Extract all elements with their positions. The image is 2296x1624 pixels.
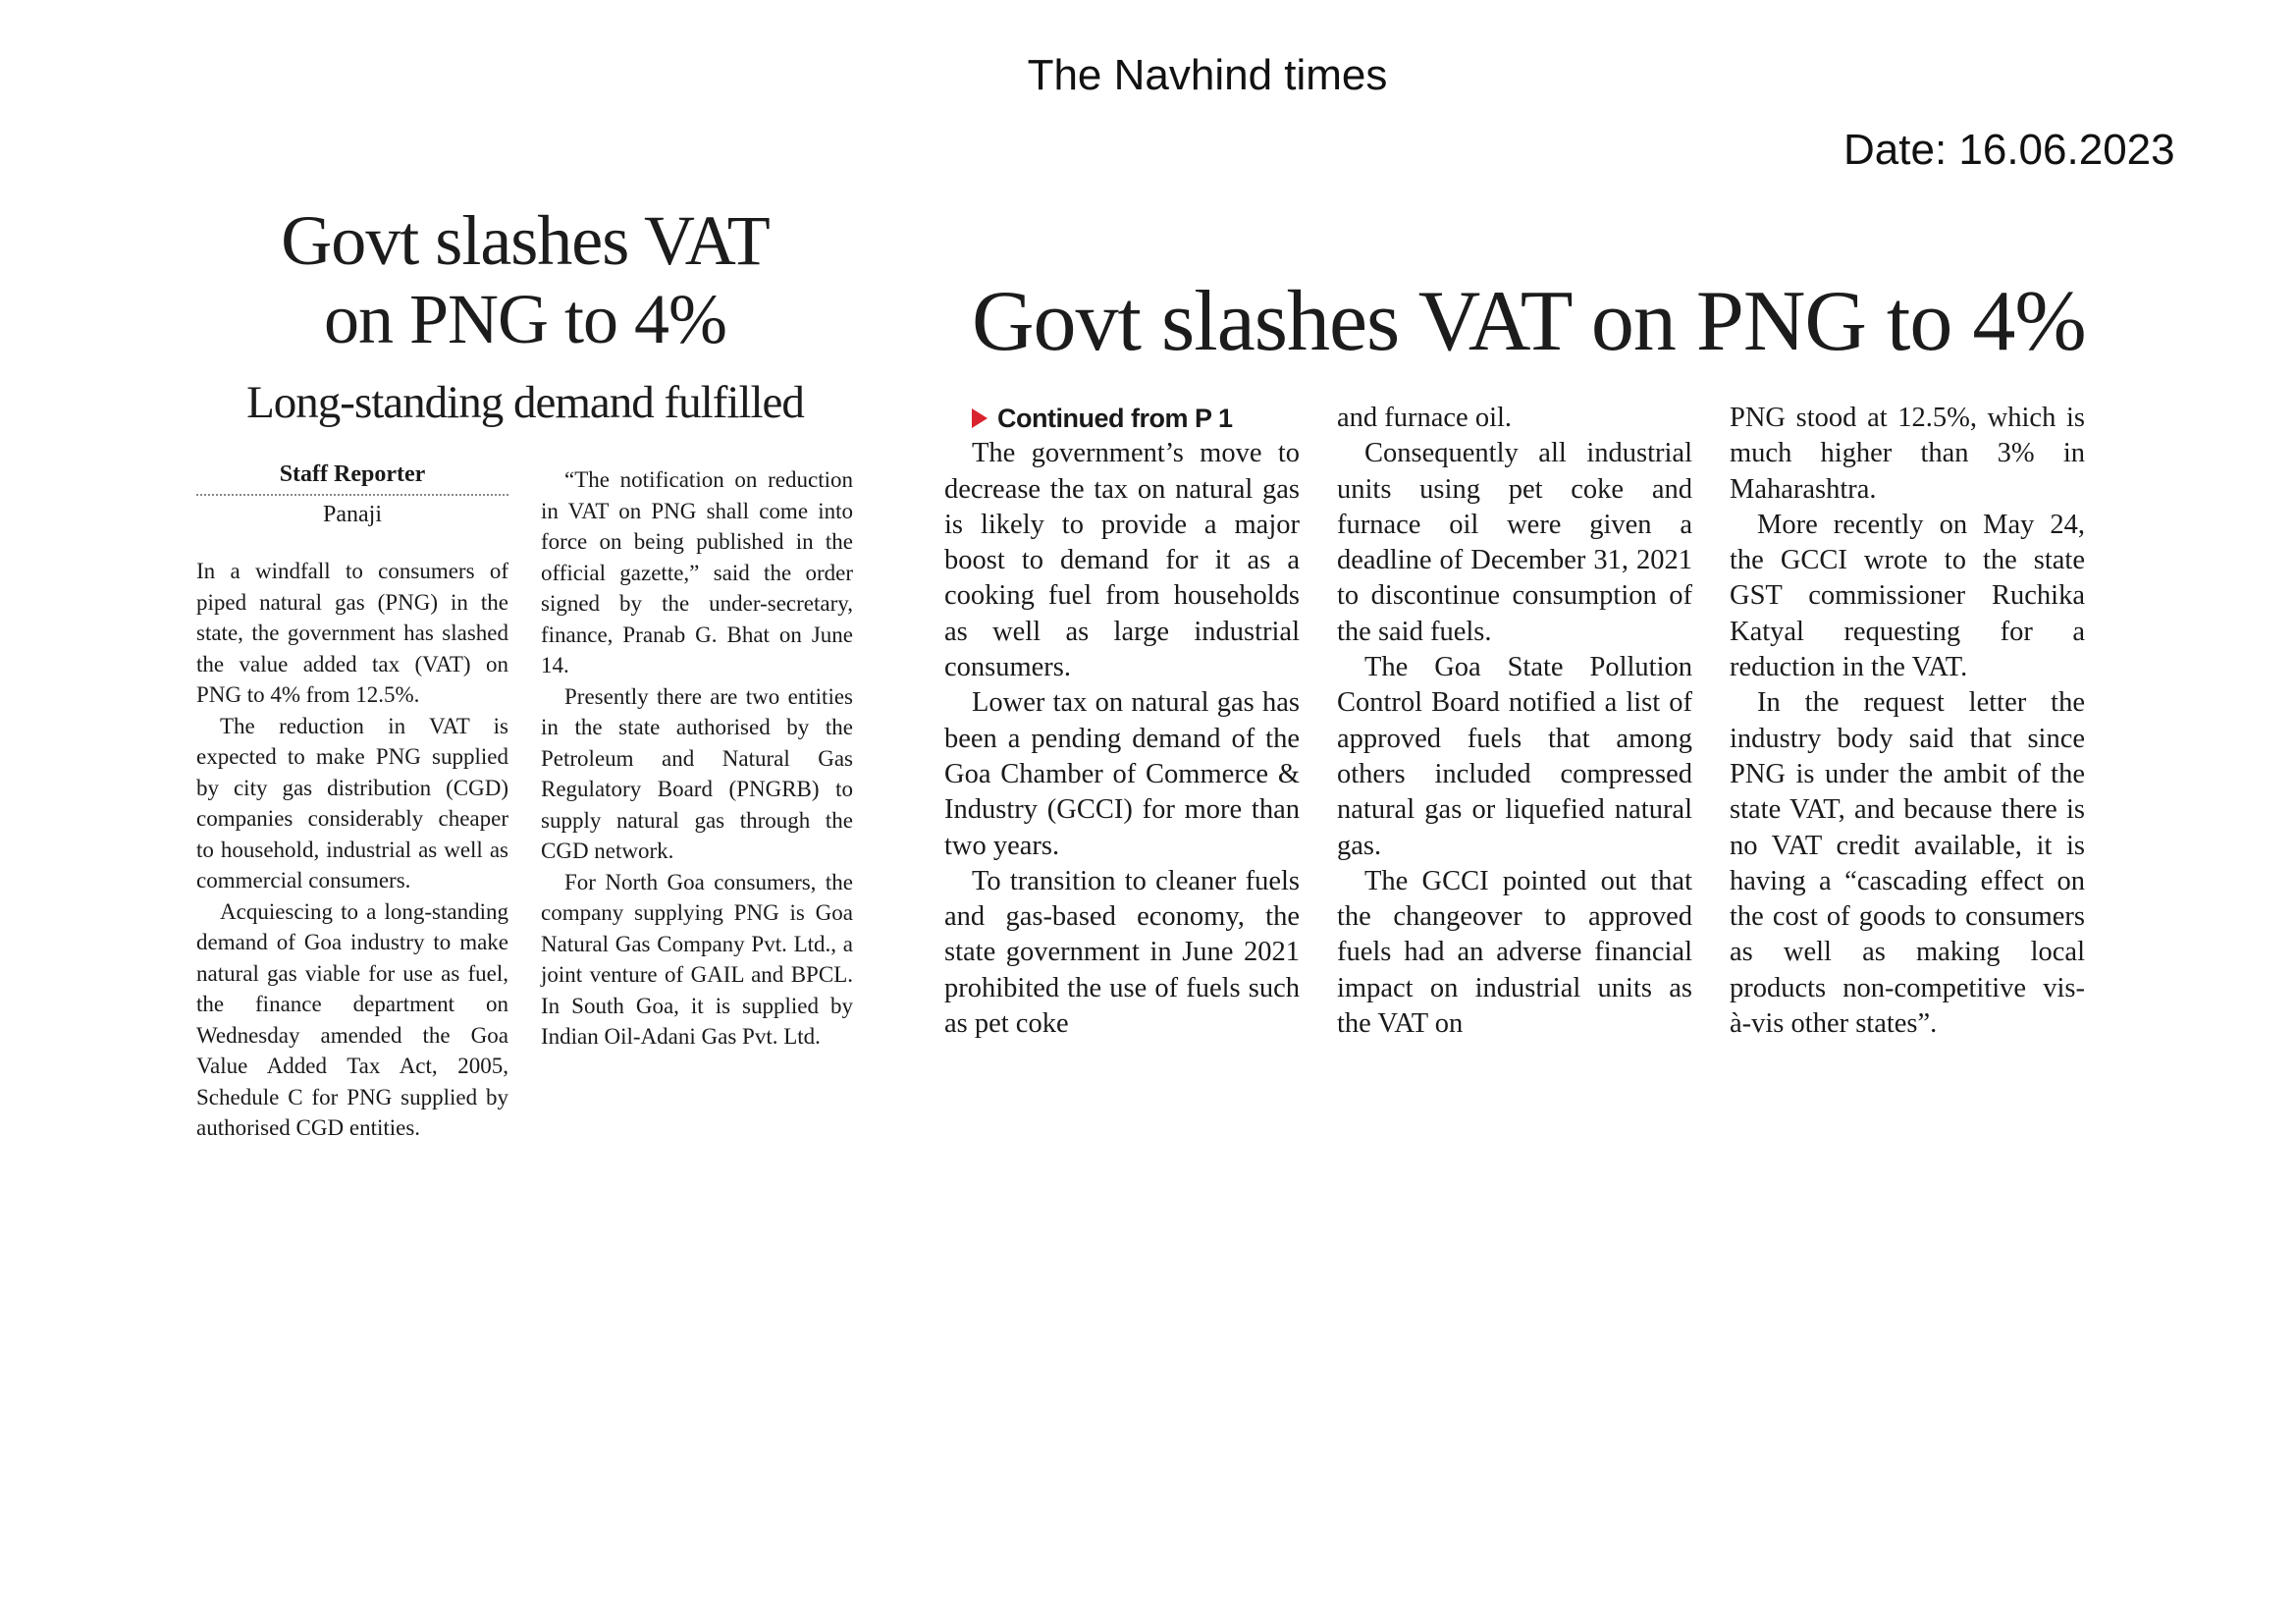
left-article-headline xyxy=(196,201,854,358)
paragraph: Lower tax on natural gas has been a pending demand of the Goa Chamber of Commerce & Industry (GCCI) for more than two years. xyxy=(944,687,1300,861)
paragraph: In the request letter the industry body said that since PNG is under the ambit of the state VAT, and because there is no VAT credit available, it is having a “cascading effect on the cost of goods to consumers as well as making local products non-competitive vis-à-vis other states”. xyxy=(1730,687,2085,1040)
left-article-column-1 xyxy=(196,556,508,1144)
paragraph: Consequently all industrial units using pet coke and furnace oil were given a deadline of December 31, 2021 to discontinue consumption of the said fuels. xyxy=(1337,438,1692,647)
left-headline-line-1: Govt slashes VAT xyxy=(281,201,770,280)
paragraph: To transition to cleaner fuels and gas-based economy, the state government in June 2021 prohibited the use of fuels such as pet coke xyxy=(944,865,1300,1040)
byline-dateline: Panaji xyxy=(323,502,382,527)
paragraph: The GCCI pointed out that the changeover to approved fuels had an adverse financial impact on industrial units as the VAT on xyxy=(1337,865,1692,1040)
paragraph: The reduction in VAT is expected to make PNG supplied by city gas distribution (CGD) companies considerably cheaper to household, industrial as well as commercial consumers. xyxy=(196,713,508,893)
right-article-column-3 xyxy=(1730,401,2085,1042)
publication-name: The Navhind times xyxy=(1027,51,1388,99)
paragraph: More recently on May 24, the GCCI wrote to the state GST commissioner Ruchika Katyal requesting for a reduction in the VAT. xyxy=(1730,509,2085,683)
clipping-date: Date: 16.06.2023 xyxy=(1843,126,2175,174)
byline-author: Staff Reporter xyxy=(196,461,508,496)
paragraph: “The notification on reduction in VAT on PNG shall come into force on being published in the official gazette,” said the order signed by the under-secretary, finance, Pranab G. Bhat on June 14. xyxy=(541,467,853,677)
left-article-subheadline: Long-standing demand fulfilled xyxy=(246,377,804,428)
right-article-column-2 xyxy=(1337,401,1692,1042)
paragraph: Presently there are two entities in the state authorised by the Petroleum and Natural Gas Regulatory Board (PNGRB) to supply natural gas through the CGD network. xyxy=(541,683,853,863)
paragraph: and furnace oil. xyxy=(1337,403,1513,433)
paragraph: Acquiescing to a long-standing demand of Goa industry to make natural gas viable for use as fuel, the finance department on Wednesday amended the Goa Value Added Tax Act, 2005, Schedule C for PNG supplied by authorised CGD entities. xyxy=(196,898,508,1140)
paragraph: In a windfall to consumers of piped natural gas (PNG) in the state, the government has slashed the value added tax (VAT) on PNG to 4% from 12.5%. xyxy=(196,559,508,707)
arrow-right-icon xyxy=(972,408,988,428)
continued-from-label xyxy=(944,401,1300,436)
left-headline-line-2: on PNG to 4% xyxy=(323,280,726,358)
paragraph: The Goa State Pollution Control Board notified a list of approved fuels that among others included compressed natural gas or liquefied natural gas. xyxy=(1337,652,1692,861)
paragraph: For North Goa consumers, the company supplying PNG is Goa Natural Gas Company Pvt. Ltd., a joint venture of GAIL and BPCL. In South Goa, it is supplied by Indian Oil-Adani Gas Pvt. Ltd. xyxy=(541,869,853,1049)
continued-text: Continued from P 1 xyxy=(997,404,1233,433)
paragraph: The government’s move to decrease the tax on natural gas is likely to provide a major boost to demand for it as a cooking fuel from households as well as large industrial consumers. xyxy=(944,438,1300,683)
right-article-column-1 xyxy=(944,401,1300,1042)
byline xyxy=(196,461,508,528)
left-article-column-2 xyxy=(541,464,853,1053)
paragraph: PNG stood at 12.5%, which is much higher than 3% in Maharashtra. xyxy=(1730,403,2085,505)
right-article-headline: Govt slashes VAT on PNG to 4% xyxy=(972,274,2086,369)
